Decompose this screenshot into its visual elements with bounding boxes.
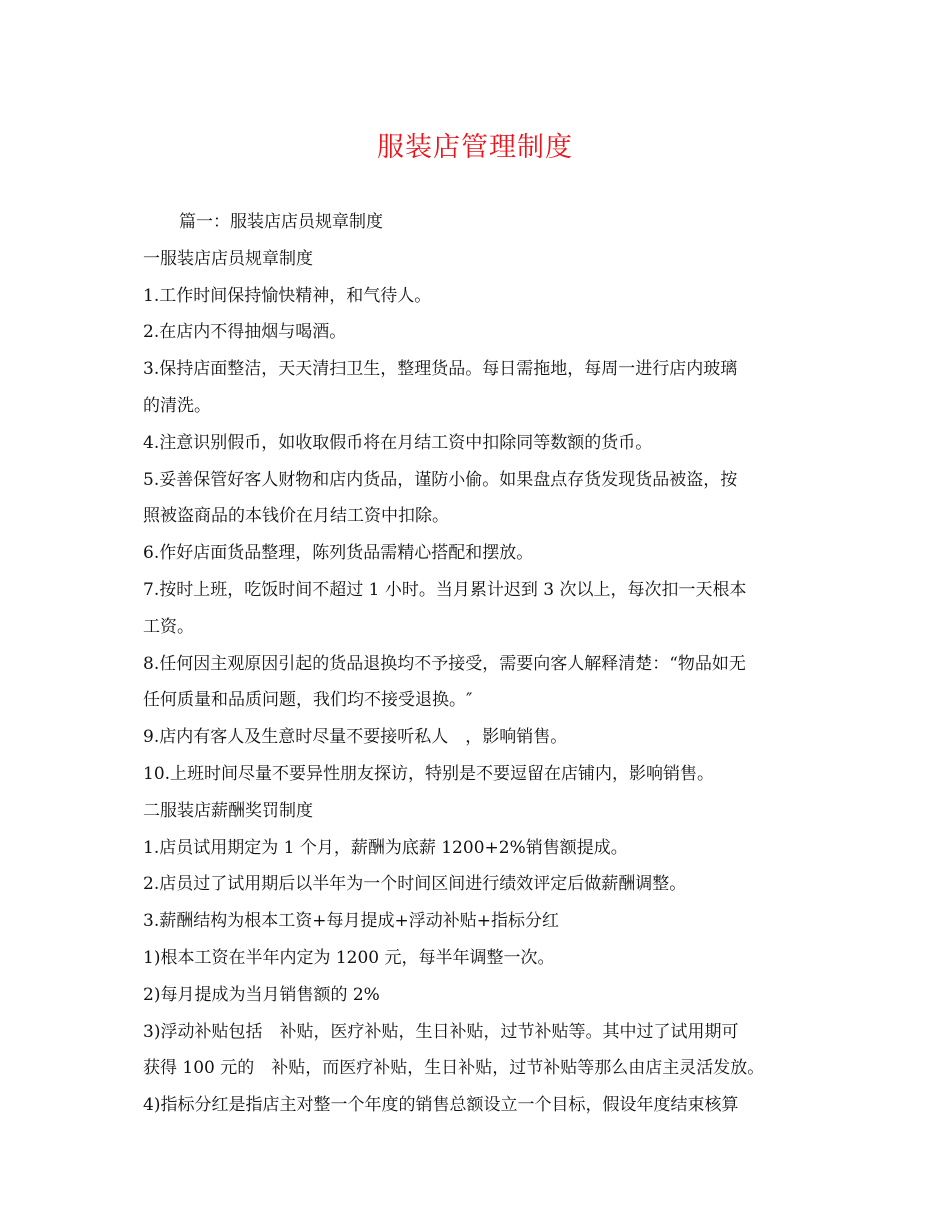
document-body: [143, 204, 815, 1124]
text-line: 的清洗。: [143, 395, 211, 416]
document-title: 服装店管理制度: [377, 132, 573, 163]
text-line: 二服装店薪酬奖罚制度: [143, 800, 313, 821]
text-line: 3.保持店面整洁，天天清扫卫生，整理货品。每日需拖地，每周一进行店内玻璃: [143, 359, 738, 380]
text-line: 任何质量和品质问题，我们均不接受退换。″: [143, 690, 473, 711]
text-line: 2.店员过了试用期后以半年为一个时间区间进行绩效评定后做薪酬调整。: [143, 874, 687, 895]
text-line: 一服装店店员规章制度: [143, 248, 313, 269]
text-line: 5.妥善保管好客人财物和店内货品，谨防小偷。如果盘点存货发现货品被盗，按: [143, 469, 738, 490]
text-line: 4.注意识别假币，如收取假币将在月结工资中扣除同等数额的货币。: [143, 432, 653, 453]
text-line: 7.按时上班，吃饭时间不超过 1 小时。当月累计迟到 3 次以上，每次扣一天根本: [143, 579, 747, 600]
text-line: 4)指标分红是指店主对整一个年度的销售总额设立一个目标，假设年度结束核算: [143, 1095, 739, 1116]
text-line: 1)根本工资在半年内定为 1200 元，每半年调整一次。: [143, 947, 555, 968]
text-line: 1.店员试用期定为 1 个月，薪酬为底薪 1200+2%销售额提成。: [143, 837, 628, 858]
text-line: 9.店内有客人及生意时尽量不要接听私人 ，影响销售。: [143, 727, 568, 748]
text-line: 获得 100 元的 补贴，而医疗补贴，生日补贴，过节补贴等那么由店主灵活发放。: [143, 1058, 765, 1079]
text-line: 1.工作时间保持愉快精神，和气待人。: [143, 285, 432, 306]
text-line: 照被盗商品的本钱价在月结工资中扣除。: [143, 506, 449, 527]
text-line: 3.薪酬结构为根本工资+每月提成+浮动补贴+指标分红: [143, 911, 559, 932]
text-line: 3)浮动补贴包括 补贴，医疗补贴，生日补贴，过节补贴等。其中过了试用期可: [143, 1021, 739, 1042]
text-line: 8.任何因主观原因引起的货品退换均不予接受，需要向客人解释清楚：“物品如无: [143, 653, 746, 674]
text-line: 2.在店内不得抽烟与喝酒。: [143, 322, 347, 343]
text-line: 2)每月提成为当月销售额的 2%: [143, 984, 380, 1005]
text-line: 6.作好店面货品整理，陈列货品需精心搭配和摆放。: [143, 543, 534, 564]
text-line: 篇一：服装店店员规章制度: [179, 212, 383, 232]
text-line: 工资。: [143, 616, 194, 637]
text-line: 10.上班时间尽量不要异性朋友探访，特别是不要逗留在店铺内，影响销售。: [143, 763, 715, 784]
